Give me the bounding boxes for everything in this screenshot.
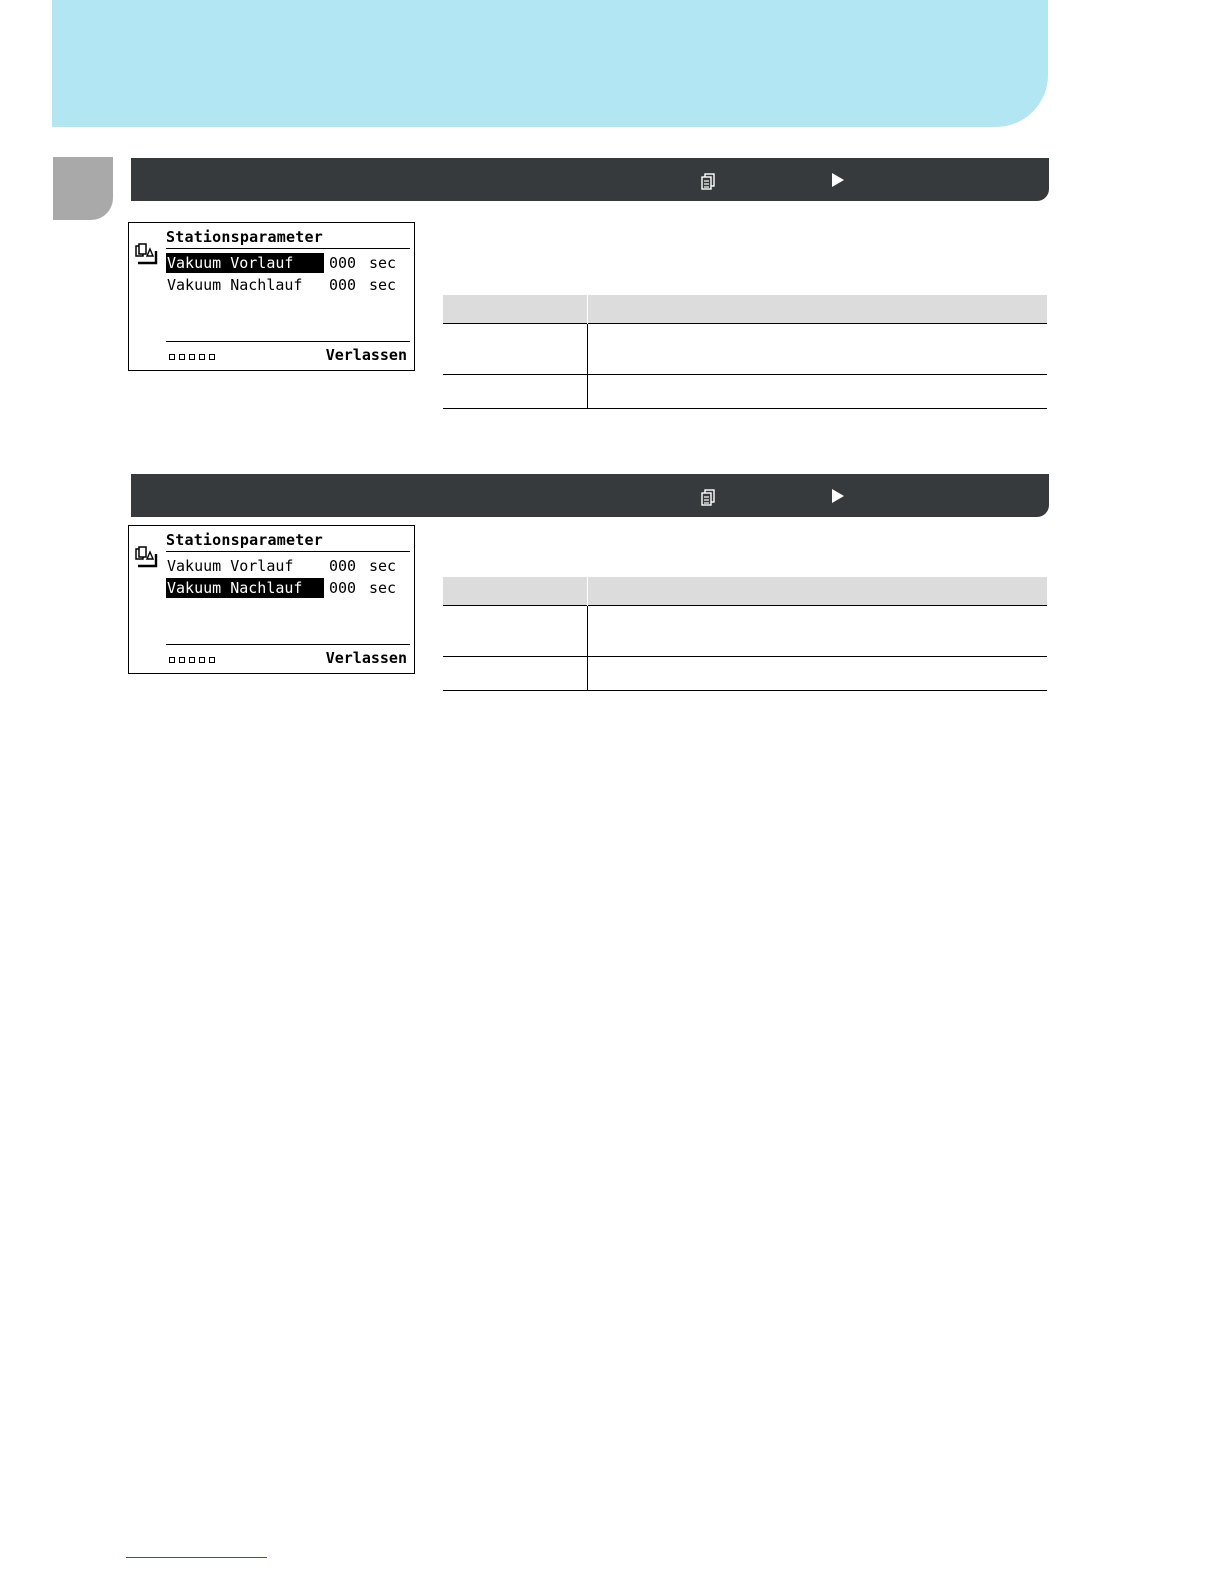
- play-triangle-icon: [831, 488, 845, 504]
- parameter-table-2: [443, 577, 1047, 691]
- table-bottom-rule: [443, 408, 1047, 409]
- lcd-row-label: Vakuum Nachlauf: [167, 276, 303, 294]
- table-bottom-rule: [443, 690, 1047, 691]
- lcd-row-label: Vakuum Vorlauf: [166, 253, 324, 273]
- lcd-exit-softkey[interactable]: Verlassen: [325, 346, 407, 364]
- lcd-row-unit: sec: [369, 276, 397, 294]
- page-dot: [189, 354, 195, 360]
- page-dot: [169, 657, 175, 663]
- lcd-title: Stationsparameter: [166, 530, 410, 552]
- page-dot: [179, 657, 185, 663]
- table-row-divider: [443, 656, 1047, 657]
- lcd-row-label: Vakuum Vorlauf: [167, 557, 294, 575]
- footer-link-rule: [126, 1557, 267, 1558]
- lcd-row-value: 000: [329, 557, 357, 575]
- document-stack-icon: [700, 173, 716, 191]
- document-stack-icon: [700, 489, 716, 507]
- lcd-row-unit: sec: [369, 254, 397, 272]
- table-column-divider: [587, 324, 588, 408]
- parameter-table-1: [443, 295, 1047, 409]
- lcd-row-unit: sec: [369, 579, 397, 597]
- lcd-row-value: 000: [329, 276, 357, 294]
- header-band: [52, 0, 1048, 127]
- lcd-row-vakuum-vorlauf[interactable]: [166, 253, 410, 273]
- table-column-divider: [587, 606, 588, 690]
- lcd-row-vakuum-vorlauf[interactable]: [166, 556, 410, 576]
- section-bar-1: [131, 158, 1049, 201]
- station-parameter-icon: [134, 546, 160, 572]
- chapter-tab: [53, 157, 113, 220]
- lcd-row-unit: sec: [369, 557, 397, 575]
- page-dot: [169, 354, 175, 360]
- lcd-separator: [166, 341, 410, 342]
- lcd-title: Stationsparameter: [166, 227, 410, 249]
- table-header-row: [443, 577, 1047, 606]
- page-dot: [179, 354, 185, 360]
- table-row-divider: [443, 374, 1047, 375]
- lcd-row-label: Vakuum Nachlauf: [166, 578, 324, 598]
- page-dot: [199, 657, 205, 663]
- lcd-exit-softkey[interactable]: Verlassen: [325, 649, 407, 667]
- lcd-display-1: [128, 222, 415, 371]
- lcd-row-value: 000: [329, 254, 357, 272]
- lcd-page-dots: [169, 657, 215, 664]
- play-triangle-icon: [831, 172, 845, 188]
- page-dot: [189, 657, 195, 663]
- lcd-row-vakuum-nachlauf[interactable]: [166, 578, 410, 598]
- lcd-display-2: [128, 525, 415, 674]
- page-dot: [209, 657, 215, 663]
- section-bar-2: [131, 474, 1049, 517]
- table-header-row: [443, 295, 1047, 324]
- lcd-page-dots: [169, 354, 215, 361]
- page-dot: [209, 354, 215, 360]
- lcd-separator: [166, 644, 410, 645]
- lcd-row-value: 000: [329, 579, 357, 597]
- lcd-row-vakuum-nachlauf[interactable]: [166, 275, 410, 295]
- page-dot: [199, 354, 205, 360]
- station-parameter-icon: [134, 243, 160, 269]
